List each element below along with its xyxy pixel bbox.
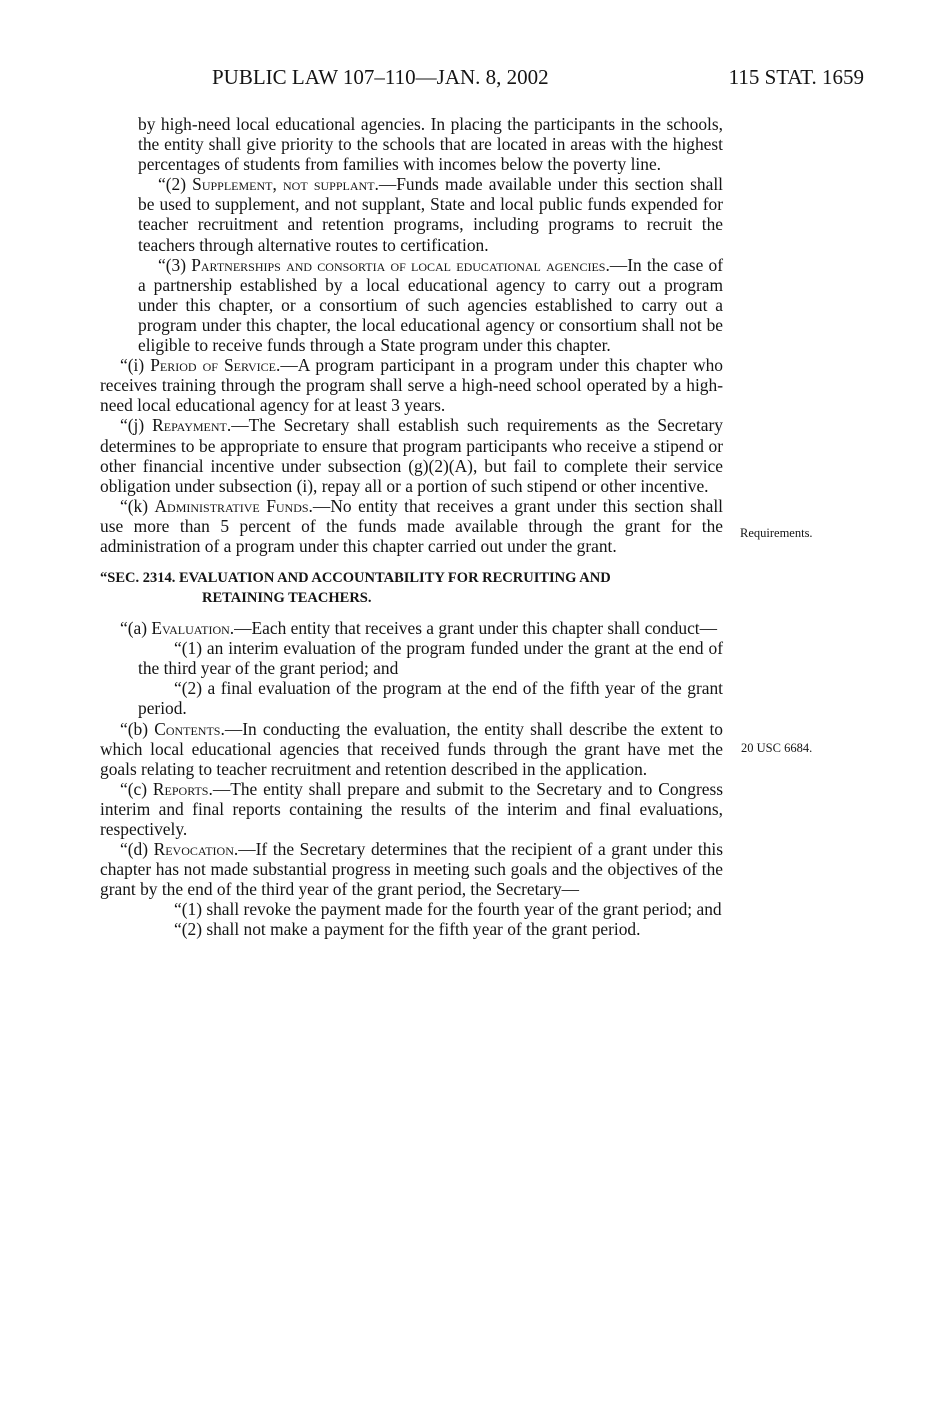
subsection-heading: Repayment. [152,415,232,436]
subsection-text: —The entity shall prepare and submit to the Secretary and to Congress interim and final reports containing the results of the interim and final evaluations, respectively. [100,778,723,839]
header-law-date: PUBLIC LAW 107–110—JAN. 8, 2002 [212,65,549,89]
section-heading [100,568,723,608]
subsection-heading: Revocation. [153,839,239,860]
subsection-letter: “(k) [120,495,155,516]
paragraph-continuation: by high-need local educational agencies. In placing the participants in the schools, the entity shall give priority to the schools that are located in areas with the highest percentages of students from families with incomes below the poverty line. [138,114,723,175]
subsection-letter: “(d) [120,839,154,860]
subsection-administrative-funds [100,496,723,556]
running-header [212,62,864,92]
subsection-reports [100,779,723,839]
paragraph-heading: Partnerships and consortia of local educational agencies. [191,254,610,275]
subsection-heading: Reports. [152,778,213,799]
subsection-text: —In conducting the evaluation, the entity shall describe the extent to which local educational agencies that received funds through the grant have met the goals relating to teacher recruitment and retention described in the application. [100,718,723,779]
paragraph-final-evaluation: “(2) a final evaluation of the program at the end of the fifth year of the grant period. [138,678,723,719]
subsection-revocation [100,839,723,899]
margin-note-usc: 20 USC 6684. [741,741,813,755]
subsection-heading: Evaluation. [151,618,235,639]
subsection-text: —A program participant in a program under this chapter who receives training through the program shall serve a high-need school operated by a high-need local educational agency for at least 3 years. [100,355,723,416]
subsection-text: —Each entity that receives a grant under this chapter shall conduct— [234,618,718,639]
paragraph-text: —In the case of a partnership established by a local educational agency to carry out a program under this chapter, or a consortium of such agencies established to carry out a program under this chapter, the local educational agency or consortium shall not be eligible to receive funds through a State program under this chapter. [138,254,723,356]
paragraph-supplement-not-supplant [100,174,723,254]
subsection-heading: Administrative Funds. [154,495,313,516]
paragraph-heading: Supplement, not supplant. [192,174,379,195]
subsection-text: —No entity that receives a grant under this section shall use more than 5 percent of the funds made available through the grant for the administration of a program under this chapter carried out under the grant. [100,495,723,556]
subsection-repayment [100,415,723,495]
section-heading-line-2: RETAINING TEACHERS. [202,590,372,607]
paragraph-no-fifth-year: “(2) shall not make a payment for the fifth year of the grant period. [174,919,641,940]
subsection-letter: “(b) [120,718,155,739]
margin-note-requirements: Requirements. [740,526,813,540]
subsection-contents [100,719,723,779]
subsection-letter: “(a) [120,618,152,639]
header-stat-page: 115 STAT. 1659 [728,65,864,89]
section-heading-line-1: “SEC. 2314. EVALUATION AND ACCOUNTABILITY FOR RECRUITING AND [100,570,611,587]
subsection-letter: “(c) [120,778,153,799]
paragraph-text: —Funds made available under this section shall be used to supplement, and not supplant, State and local public funds expended for teacher recruitment and retention programs, including programs to recruit the teachers through alternative routes to certification. [138,174,723,255]
subsection-letter: “(j) [120,415,153,436]
paragraph-interim-evaluation: “(1) an interim evaluation of the program funded under the grant at the end of the third year of the grant period; and [138,638,723,679]
subsection-text: —If the Secretary determines that the recipient of a grant under this chapter has not made substantial progress in meeting such goals and the objectives of the grant by the end of the third year of the grant period, the Secretary— [100,839,723,900]
subsection-letter: “(i) [120,355,151,376]
subsection-heading: Period of Service. [150,355,281,376]
page-body [100,114,723,940]
subsection-text: —The Secretary shall establish such requirements as the Secretary determines to be appropriate to ensure that program participants who receive a stipend or other financial incentive under subsection (g)(2)(A), but fail to complete their service obligation under subsection (i), repay all or a portion of such stipend or other incentive. [100,415,724,496]
paragraph-number: “(2) [158,174,193,195]
paragraph-revoke-fourth-year: “(1) shall revoke the payment made for the fourth year of the grant period; and [174,899,722,920]
subsection-evaluation [100,618,723,638]
subsection-period-of-service [100,355,723,415]
paragraph-partnerships-consortia [100,255,723,355]
subsection-heading: Contents. [154,718,225,739]
paragraph-number: “(3) [158,254,192,275]
